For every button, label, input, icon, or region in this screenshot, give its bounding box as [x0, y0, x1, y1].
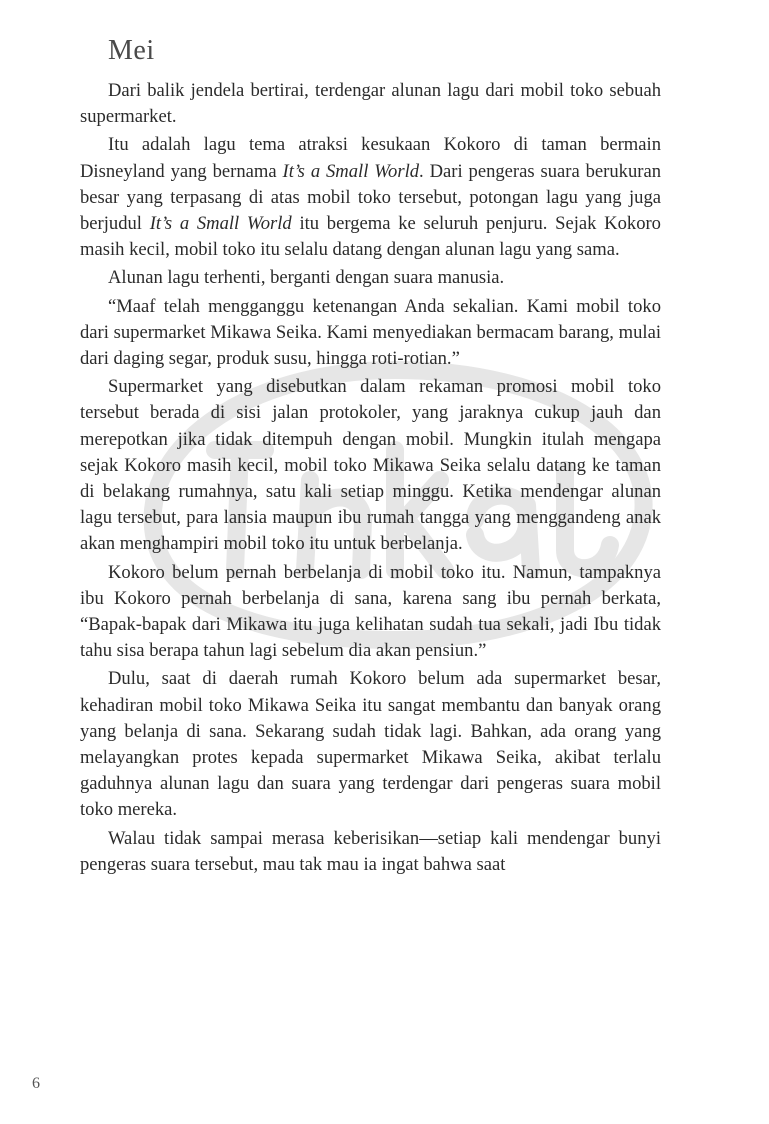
page-number: 6 — [32, 1075, 40, 1092]
song-title: It’s a Small World — [149, 213, 292, 235]
paragraph-text: itu bergema ke seluruh penjuru. Sejak Kokoro masih kecil, mobil toko itu selalu datang dengan alunan lagu yang sama. — [80, 213, 661, 261]
paragraph: Alunan lagu terhenti, berganti dengan suara manusia. — [108, 267, 505, 289]
paragraph: Dari balik jendela bertirai, terdengar alunan lagu dari mobil toko sebuah supermarket. — [80, 80, 661, 128]
chapter-title: Mei — [108, 35, 155, 66]
paragraph: Dulu, saat di daerah rumah Kokoro belum ada supermarket besar, kehadiran mobil toko Mikawa Seika itu sangat membantu dan banyak orang yang belanja di sana. Sekarang sudah tidak lagi. Bahkan, ada orang yang melayangkan protes kepada supermarket Mikawa Seika, akibat terlalu gaduhnya alunan lagu dan suara yang terdengar dari pengeras suara mobil toko mereka. — [80, 668, 661, 821]
song-title: It’s a Small World — [282, 160, 420, 182]
paragraph: Supermarket yang disebutkan dalam rekaman promosi mobil toko tersebut berada di sisi jalan protokoler, yang jaraknya cukup jauh dan merepotkan jika tidak ditempuh dengan mobil. Mungkin itulah mengapa sejak Kokoro masih kecil, mobil toko Mikawa Seika selalu datang ke taman di belakang rumahnya, satu kali setiap minggu. Ketika mendengar alunan lagu tersebut, para lansia maupun ibu rumah tangga yang menggandeng anak akan menghampiri mobil toko itu untuk berbelanja. — [80, 376, 661, 555]
paragraph: Kokoro belum pernah berbelanja di mobil toko itu. Namun, tampaknya ibu Kokoro pernah berbelanja di sana, karena sang ibu pernah berkata, “Bapak-bapak dari Mikawa itu juga kelihatan sudah tua sekali, jadi Ibu tidak tahu sisa berapa tahun lagi sebelum dia akan pensiun.” — [80, 561, 661, 662]
paragraph-text: . Dari pengeras suara berukuran besar yang terpasang di atas mobil toko tersebut, potongan lagu yang juga berjudul — [80, 160, 661, 235]
page-content — [80, 34, 661, 880]
paragraph: “Maaf telah mengganggu ketenangan Anda sekalian. Kami mobil toko dari supermarket Mikawa Seika. Kami menyediakan bermacam barang, mulai dari daging segar, produk susu, hingga roti-rotian.” — [80, 295, 661, 370]
paragraph-text: Itu adalah lagu tema atraksi kesukaan Kokoro di taman bermain Disneyland yang bernama — [80, 134, 661, 182]
paragraph — [80, 132, 661, 263]
paragraph: Walau tidak sampai merasa keberisikan—setiap kali mendengar bunyi pengeras suara tersebut, mau tak mau ia ingat bahwa saat — [80, 827, 661, 875]
